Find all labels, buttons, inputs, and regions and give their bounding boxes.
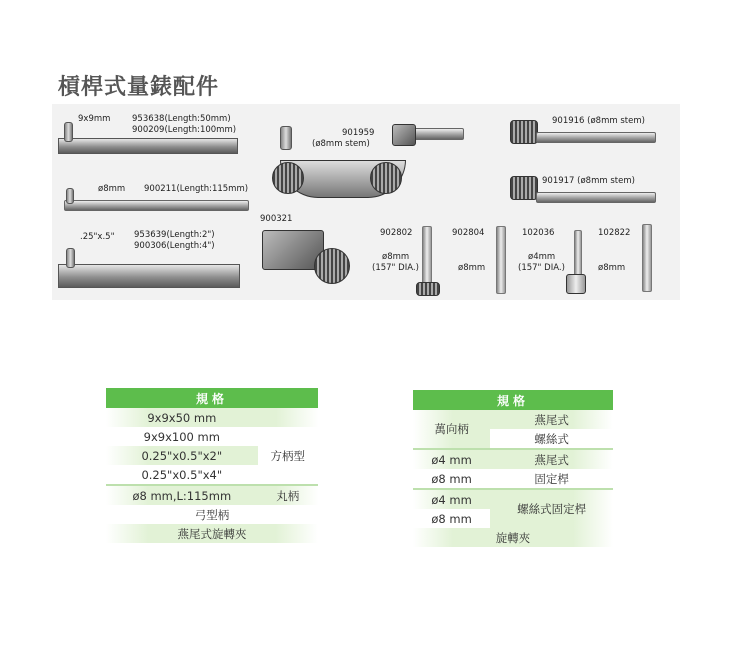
table-right-r3a: ø4 mm xyxy=(413,449,490,469)
label-8mm: ø8mm xyxy=(98,184,126,194)
label-900306: 900306(Length:4") xyxy=(134,241,215,251)
universal-holder-901917-stem xyxy=(536,192,656,203)
fixed-rod-902802 xyxy=(422,226,432,284)
universal-holder-901917-head xyxy=(510,176,538,200)
spec-table-left xyxy=(106,388,318,543)
table-left-group-square: 方柄型 xyxy=(270,448,306,463)
label-902802-8mm: ø8mm xyxy=(382,252,410,262)
table-right-r6a: ø8 mm xyxy=(431,511,472,526)
label-901959-stem: (ø8mm stem) xyxy=(312,139,370,149)
fixed-rod-102036-base xyxy=(566,274,586,294)
label-900211: 900211(Length:115mm) xyxy=(144,184,249,194)
bow-arm-upper-pin xyxy=(280,126,292,150)
label-102036-4mm: ø4mm xyxy=(528,252,556,262)
swivel-clamp-knob xyxy=(314,248,350,284)
page-title: 槓桿式量錶配件 xyxy=(58,75,220,100)
label-902804: 902804 xyxy=(452,228,485,238)
table-left-r3: 0.25"x0.5"x2" xyxy=(141,448,223,463)
fixed-rod-102822 xyxy=(642,224,652,292)
flat-bar-900306 xyxy=(58,264,240,288)
label-102036-dia: (157" DIA.) xyxy=(518,263,565,273)
table-left-r7: 燕尾式旋轉夾 xyxy=(177,526,247,541)
round-bar-900211 xyxy=(64,200,249,211)
table-right-g2: 螺絲式固定桿 xyxy=(490,489,613,528)
universal-holder-901916-stem xyxy=(536,132,656,143)
table-right-g1b: 螺絲式 xyxy=(534,431,569,446)
label-901959: 901959 xyxy=(342,128,375,138)
table-left-r1: 9x9x50 mm xyxy=(147,410,217,425)
label-901916: 901916 (ø8mm stem) xyxy=(552,116,645,126)
label-900321: 900321 xyxy=(260,214,293,224)
bow-arm-right-knob xyxy=(370,162,402,194)
table-right-r7: 旋轉夾 xyxy=(495,530,531,545)
fixed-rod-902802-base xyxy=(416,282,440,296)
label-102036: 102036 xyxy=(522,228,555,238)
round-bar-pin xyxy=(66,188,74,204)
label-953639: 953639(Length:2") xyxy=(134,230,215,240)
label-102822-8mm: ø8mm xyxy=(598,263,626,273)
label-902802-dia: (157" DIA.) xyxy=(372,263,419,273)
table-left-r5: ø8 mm,L:115mm xyxy=(106,485,258,505)
spec-table-right xyxy=(413,390,613,547)
label-9x9mm: 9x9mm xyxy=(78,114,111,124)
label-953638: 953638(Length:50mm) xyxy=(132,114,231,124)
label-900209: 900209(Length:100mm) xyxy=(132,125,237,135)
bow-arm-left-knob xyxy=(272,162,304,194)
table-left-r6: 弓型柄 xyxy=(194,507,230,522)
bow-arm-elbow xyxy=(392,124,416,146)
square-bar-900209 xyxy=(58,138,238,154)
table-left-r5-type: 丸柄 xyxy=(258,485,318,505)
table-right-g1a: 燕尾式 xyxy=(534,412,569,427)
flat-bar-pin xyxy=(66,248,75,268)
table-right-r5a: ø4 mm xyxy=(413,489,490,509)
table-right-header: 規格 xyxy=(413,390,613,410)
label-902802: 902802 xyxy=(380,228,413,238)
label-25x5: .25"x.5" xyxy=(80,232,115,242)
table-right-r3b: 燕尾式 xyxy=(490,449,613,469)
table-right-r4a: ø8 mm xyxy=(431,471,472,486)
label-902804-8mm: ø8mm xyxy=(458,263,486,273)
bow-arm-stem xyxy=(412,128,464,140)
fixed-rod-102036 xyxy=(574,230,582,278)
label-901917: 901917 (ø8mm stem) xyxy=(542,176,635,186)
table-right-r4b: 固定桿 xyxy=(534,471,569,486)
universal-holder-901916-head xyxy=(510,120,538,144)
table-left-r2: 9x9x100 mm xyxy=(143,429,220,444)
table-left-r4: 0.25"x0.5"x4" xyxy=(141,467,223,482)
fixed-rod-902804 xyxy=(496,226,506,294)
label-102822: 102822 xyxy=(598,228,631,238)
product-photo xyxy=(52,104,680,300)
table-left-header: 規格 xyxy=(106,388,318,408)
square-bar-pin xyxy=(64,122,73,142)
table-right-g1: 萬向柄 xyxy=(434,422,469,436)
